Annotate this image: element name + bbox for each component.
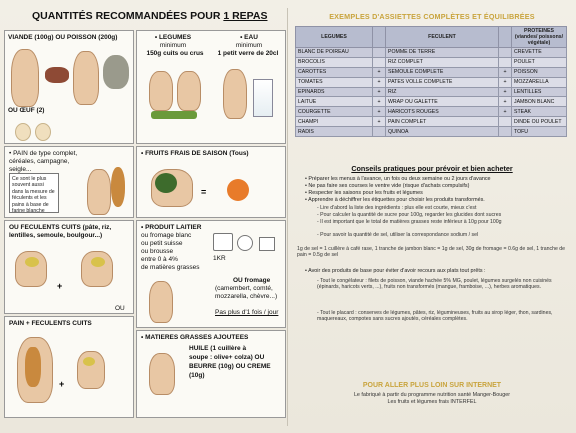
cheese-qty: Pas plus d'1 fois / jour (215, 309, 279, 316)
footer-title: POUR ALLER PLUS LOIN SUR INTERNET (362, 382, 502, 389)
plus-sign: + (57, 281, 63, 291)
table-cell: RIZ (386, 87, 499, 97)
table-row (296, 77, 567, 87)
potato-image (91, 257, 105, 267)
plus-cell (499, 117, 512, 127)
plus-cell: + (499, 87, 512, 97)
plus-cell: + (499, 77, 512, 87)
fruit-label: • FRUITS FRAIS DE SAISON (Tous) (141, 150, 249, 157)
advice-bullet: • Apprendre à déchiffrer les étiquettes pour choisir les produits transformés. (305, 197, 485, 203)
plus-cell: + (373, 107, 386, 117)
bread-note: Ce sont le plus souvent aussi dans la mesure de féculents et les pains à base de farine blanche (9, 173, 59, 213)
starch-label: OU FECULENTS CUITS (pâte, riz, lentilles, semoule, boulgour...) (9, 224, 112, 239)
footer-line: Les fruits et légumes frais INTERFEL (387, 399, 477, 405)
label-note: - Il est important que le total de matières grasses reste inférieur à 10g pour 100g (317, 219, 502, 225)
plus-cell (499, 57, 512, 67)
table-cell: PATES VOLLE COMPLETE (386, 77, 499, 87)
table-cell: JAMBON BLANC (512, 97, 567, 107)
plus-cell (499, 48, 512, 58)
table-cell: QUINOA (386, 127, 499, 137)
fat-label: • MATIERES GRASSES AJOUTEES (141, 334, 249, 341)
hand-illustration (149, 353, 175, 395)
dairy-line: ou petit suisse (141, 240, 183, 247)
dairy-line: ou brousse (141, 248, 174, 255)
hand-illustration (73, 51, 99, 105)
fat-line: HUILE (1 cuillère à (189, 345, 247, 352)
brousse-image (259, 237, 275, 251)
hand-illustration (87, 169, 111, 215)
freezer-note: - Tout le congélateur : filets de poisson, viande hachée 5% MG, poulet, légumes surgelés non cuisinés (épinards, haricots verts, ...), fruits non transformés (mangue, framboise, ...), herbes aromatiques. (317, 278, 552, 291)
portions-title: QUANTITÉS RECOMMANDÉES POUR 1 REPAS (32, 10, 268, 22)
examples-section (291, 6, 573, 426)
or-label: OU (115, 305, 125, 312)
footer-line: Le fabriqué à partir du programme nutrition santé Manger-Bouger (353, 392, 511, 398)
table-row (296, 57, 567, 67)
table-cell: RIZ COMPLET (386, 57, 499, 67)
table-cell: CAROTTES (296, 67, 373, 77)
table-cell: POULET (512, 57, 567, 67)
dairy-panel (136, 220, 286, 328)
egg-label: OU ŒUF (2) (8, 107, 45, 114)
table-cell: CREVETTE (512, 48, 567, 58)
salt-note: 1g de sel = 1 cuillère à café rase, 1 tranche de jambon blanc = 1g de sel, 30g de fromage = 0.6g de sel, 1 tranche de pain = 0.5g de sel (297, 246, 566, 259)
table-cell: LENTILLES (512, 87, 567, 97)
plus-cell: + (373, 117, 386, 127)
table-cell: RADIS (296, 127, 373, 137)
plus-cell (373, 48, 386, 58)
hand-illustration (149, 281, 173, 323)
dairy-line: de matières grasses (141, 264, 200, 271)
water-min: minimum (235, 42, 263, 49)
fat-panel (136, 330, 286, 418)
table-cell: DINDE OU POULET (512, 117, 567, 127)
plus-cell (499, 127, 512, 137)
table-cell: MOZZARELLA (512, 77, 567, 87)
protein-label: VIANDE (100g) OU POISSON (200g) (8, 34, 118, 41)
table-cell: BLANC DE POIREAU (296, 48, 373, 58)
table-cell: TOFU (512, 127, 567, 137)
egg-image (15, 123, 31, 141)
table-cell: TOMATES (296, 77, 373, 87)
bread-image (111, 167, 125, 207)
table-cell: PAIN COMPLET (386, 117, 499, 127)
cheese-label: OU fromage (233, 277, 271, 284)
table-header (296, 27, 567, 48)
plus-cell: + (499, 97, 512, 107)
footer-text (311, 392, 553, 406)
fat-line: soupe : olive+ colza) OU (189, 354, 265, 361)
fruit-panel (136, 146, 286, 218)
column-header: FECULENT (386, 27, 499, 48)
hand-illustration (149, 71, 173, 111)
table-cell: POMME DE TERRE (386, 48, 499, 58)
bread-starch-panel (4, 316, 134, 418)
water-label: • EAU (240, 34, 258, 41)
advice-bullet: • Respecter les saisons pour les fruits et légumes (305, 190, 423, 196)
column-spacer (373, 27, 386, 48)
advice-bullet: • Avoir des produits de base pour éviter d'avoir recours aux plats tout prêts : (305, 268, 486, 274)
meat-image (45, 67, 69, 83)
table-row (296, 107, 567, 117)
green-beans-image (151, 111, 197, 119)
table-cell: STEAK (512, 107, 567, 117)
table-row (296, 67, 567, 77)
plus-cell (373, 127, 386, 137)
page-divider (287, 8, 288, 426)
plus-cell: + (373, 97, 386, 107)
advice-bullet: • Ne pas faire ses courses le ventre vide (risque d'achats compulsifs) (305, 183, 470, 189)
protein-panel (4, 30, 134, 144)
column-header: PROTEINES (viandes/ poissons/ végétale) (512, 27, 567, 48)
egg-image (35, 123, 51, 141)
pantry-note: - Tout le placard : conserves de légumes, pâtes, riz, légumineuses, fruits au sirop léger, thon, sardines, maquereaux, compotes sans sucres ajoutés, céréales complètes. (317, 310, 553, 323)
examples-title: EXEMPLES D'ASSIETTES COMPLÈTES ET ÉQUILIBRÉES (329, 12, 535, 21)
bread-label: • PAIN de type complet, céréales, campagne, seigle... (9, 150, 78, 173)
plus-cell: + (373, 67, 386, 77)
table-cell: POISSON (512, 67, 567, 77)
table-row (296, 97, 567, 107)
table-row (296, 87, 567, 97)
plus-cell: + (499, 67, 512, 77)
plus-cell (373, 57, 386, 67)
table-cell: WRAP OU GALETTE (386, 97, 499, 107)
hand-illustration (177, 71, 201, 111)
dairy-line: ou fromage blanc (141, 232, 192, 239)
examples-table (295, 26, 567, 137)
plus-sign: + (59, 379, 65, 389)
advice-title: Conseils pratiques pour prévoir et bien acheter (351, 164, 513, 173)
fish-image (103, 55, 129, 89)
table-cell: COURGETTE (296, 107, 373, 117)
table-cell: EPINARDS (296, 87, 373, 97)
veg-qty: 150g cuits ou crus (146, 50, 204, 57)
potato-image (25, 257, 39, 267)
apple-image (155, 173, 177, 193)
fat-line: (10g) (189, 372, 205, 379)
column-spacer (499, 27, 512, 48)
table-cell: LAITUE (296, 97, 373, 107)
hand-illustration (11, 49, 39, 107)
dairy-label: • PRODUIT LAITIER (141, 224, 202, 231)
equals-sign: = (201, 187, 207, 197)
starch-panel (4, 220, 134, 314)
label-note: - Pour calculer la quantité de sucre pour 100g, regarder les glucides dont sucres (317, 212, 502, 218)
table-cell: SEMOULE COMPLETE (386, 67, 499, 77)
veg-label: • LEGUMES (154, 34, 192, 41)
table-row (296, 48, 567, 58)
bread-starch-label: PAIN + FECULENTS CUITS (9, 320, 92, 327)
table-row (296, 117, 567, 127)
table-cell: BROCOLIS (296, 57, 373, 67)
plus-cell: + (373, 77, 386, 87)
table-cell: CHAMPI (296, 117, 373, 127)
plus-cell: + (499, 107, 512, 117)
dairy-line: entre 0 à 4% (141, 256, 178, 263)
label-note: - Pour savoir la quantité de sel, utiliser la correspondance sodium / sel (317, 232, 479, 238)
yogurt-label: 1KR (213, 255, 226, 262)
bread-panel (4, 146, 134, 218)
fat-line: BEURRE (10g) OU CREME (189, 363, 271, 370)
veg-min: minimum (159, 42, 187, 49)
petit-suisse-image (237, 235, 253, 251)
potato-image (83, 357, 95, 366)
table-cell: HARICOTS ROUGES (386, 107, 499, 117)
cheese-detail: (camembert, comté, mozzarella, chèvre...) (215, 285, 278, 300)
hand-illustration (223, 69, 247, 119)
veg-water-panel (136, 30, 286, 144)
orange-image (227, 179, 249, 201)
advice-bullet: • Préparer les menus à l'avance, un fois ou deux semaine ou 2 jours d'avance (305, 176, 491, 182)
table-row (296, 127, 567, 137)
water-qty: 1 petit verre de 20cl (217, 50, 279, 57)
portions-section (2, 6, 286, 426)
bread-image (25, 347, 41, 387)
label-note: - Lire d'abord la liste des ingrédients : plus elle est courte, mieux c'est (317, 205, 477, 211)
yogurt-image (213, 233, 233, 251)
column-header: LEGUMES (296, 27, 373, 48)
water-glass-image (253, 79, 273, 117)
plus-cell: + (373, 87, 386, 97)
